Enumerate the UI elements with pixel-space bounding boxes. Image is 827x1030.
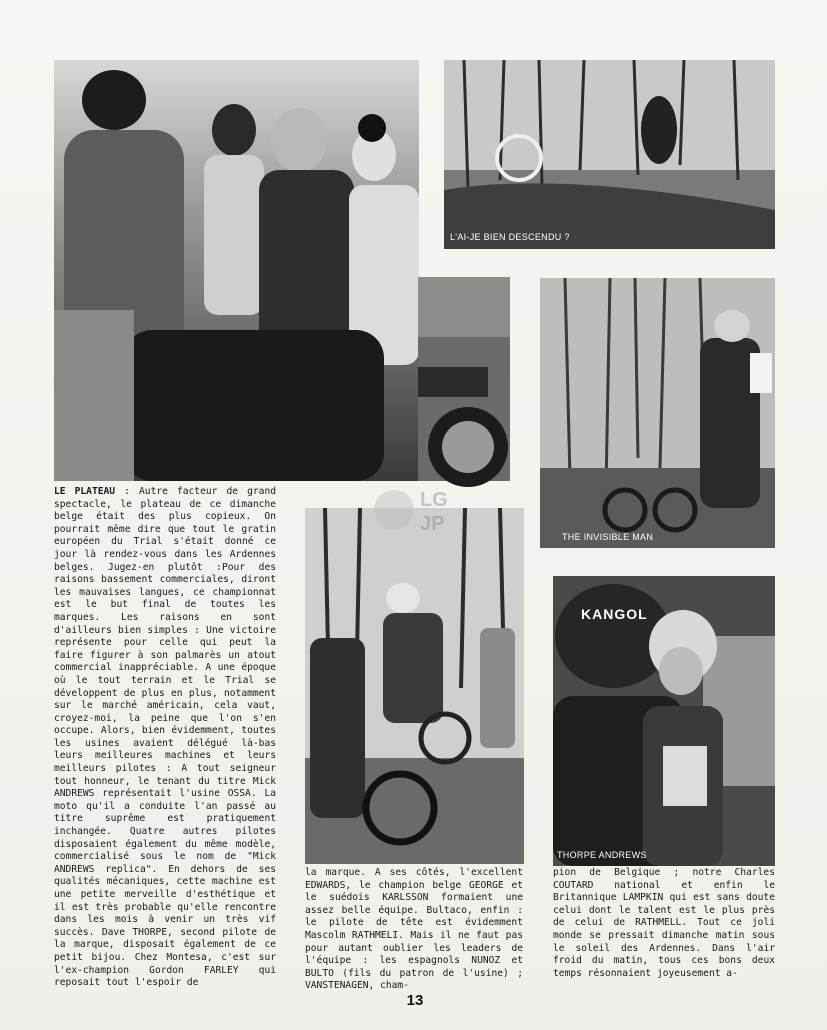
watermark-logo [372, 480, 464, 540]
article-col2-text: la marque. A ses côtés, l'excellent EDWARDS, le champion belge GEORGE et le suédois KARLSSON formaient une assez belle équipe. Bultaco, enfin : le pilote de tête est évidemment Mascolm RATHMELI. Mais il ne faut pas pour autant oublier les leaders de l'équipe : les espagnols NUNOZ et BULTO (fils du patron de l'usine) ; VANSTENAGEN, cham- [305, 867, 529, 992]
caption-descent: L'AI-JE BIEN DESCENDU ? [450, 232, 570, 242]
photo-invisible-man [540, 278, 775, 548]
article-column-1 [54, 486, 282, 989]
photo-plateau [54, 60, 419, 481]
photo-rider-image [305, 508, 524, 864]
svg-text:JP: JP [420, 513, 445, 535]
photo-descent [444, 60, 775, 249]
article-lead: LE PLATEAU [54, 486, 116, 497]
article-column-2 [305, 867, 529, 992]
photo-plateau-extension-image [418, 277, 510, 481]
caption-invisible-man: THE INVISIBLE MAN [562, 532, 654, 542]
photo-descent-image [444, 60, 775, 249]
article-col1-text: : Autre facteur de grand spectacle, le plateau de ce dimanche belge était des plus copieux. On pourrait même dire que tout le gratin européen du Trial s'était donné ce jour là rendez-vous dans les Ardennes belges. Jugez-en plutôt :Pour des raisons bassement commerciales, diront les mauvaises langues, ce championnat est le but final de toutes les marques. Les raisons en sont d'ailleurs bien simples : Une victoire représente pour celle qui peut la faire figurer à son palmarès un atout commercial inappréciable. A une époque où le tout terrain et le Trial se développent de plus en plus, notamment sur le marché américain, cela vaut, croyez-moi, la peine que l'on s'en occupe. Alors, bien évidemment, toutes les usines avaient délégué là-bas leurs meilleures machines et leurs meilleurs pilotes : A tout seigneur tout honneur, le tenant du titre Mick ANDREWS représentait l'usine OSSA. La moto qu'il a conduite l'an passé au titre suprême est pratiquement inchangée. Quatre autres pilotes disposaient également du même modèle, commercialisé sous le nom de "Mick ANDREWS replica". En dehors de ses qualités mécaniques, cette machine est une petite merveille d'esthétique et il est très probable qu'elle rencontre dans les mois à venir un très vif succès. Dave THORPE, second pilote de la marque, disposait également de ce petit bijou. Chez Montesa, c'est sur l'ex-champion Gordon FARLEY qui reposait tout l'espoir de [54, 486, 282, 989]
photo-invisible-man-image [540, 278, 775, 548]
caption-thorpe: THORPE ANDREWS [557, 850, 647, 860]
photo-plateau-extension [418, 277, 510, 481]
photo-rider [305, 508, 524, 864]
helmet-text: KANGOL [581, 606, 648, 622]
article-column-3 [553, 867, 781, 979]
photo-thorpe [553, 576, 775, 866]
svg-text:LG: LG [420, 489, 448, 511]
photo-plateau-image [54, 60, 419, 481]
page-number: 13 [406, 992, 424, 1009]
article-col3-text: pion de Belgique ; notre Charles COUTARD national et enfin le Britannique LAMPKIN qui est sans doute celui dont le talent est le plus près de celui de RATHMELL. Tout ce joli monde se pressait dimanche matin sous le soleil des Ardennes. Dans l'air froid du matin, tous ces bons deux temps résonnaient joyeusement a- [553, 867, 781, 979]
